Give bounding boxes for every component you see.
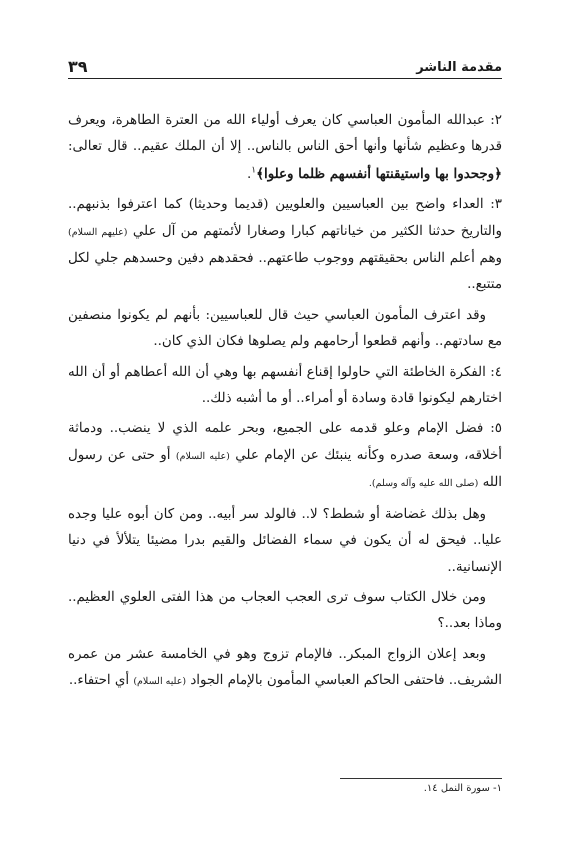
paragraph-mamun: وقد اعترف المأمون العباسي حيث قال للعباسيين: بأنهم لم يكونوا منصفين مع سادتهم.. وأنهم قطعوا أرحامهم ولم يصلوها فكان الذي كان.. — [68, 307, 502, 350]
honorific: (عليه السلام) — [175, 450, 230, 462]
paragraph-5: ٥: فضل الإمام وعلو قدمه على الجميع، وبحر علمه الذي لا ينضب.. ودماثة أخلاقه، وسعة صدره وكأنه ينبئك عن الإمام علي (عليه السلام) أو حتى عن رسول الله (صلى الله عليه وآله وسلم). — [68, 421, 502, 491]
paragraph-lineage: وهل بذلك غضاضة أو شطط؟ لا.. فالولد سر أبيه.. ومن كان أبوه عليا وجده عليا.. فيحق له أن يكون في سماء الفضائل والقيم بدرا مضيئا يتلألأ في دنيا الإنسانية.. — [68, 506, 502, 575]
footnote: ١- سورة النمل ١٤. — [423, 783, 502, 794]
page-header — [68, 52, 502, 79]
paragraph-marriage: وبعد إعلان الزواج المبكر.. فالإمام تزوج وهو في الخامسة عشر من عمره الشريف.. فاحتفى الحاكم العباسي المأمون بالإمام الجواد (عليه السلام) أي احتفاء.. — [68, 646, 502, 689]
footnote-divider — [340, 778, 502, 779]
running-title: مقدمة الناشر — [416, 60, 502, 75]
page-body — [68, 108, 502, 700]
paragraph-book: ومن خلال الكتاب سوف ترى العجب العجاب من هذا الفتى العلوي العظيم.. وماذا بعد..؟ — [68, 589, 502, 632]
paragraph-3: ٣: العداء واضح بين العباسيين والعلويين (قديما وحديثا) كما اعترفوا بذنبهم.. والتاريخ حدثنا الكثير من خياناتهم كبارا وصغارا لأئمتهم من آل علي (عليهم السلام) وهم أعلم الناس بحقيقتهم ووجوب طاعتهم.. فحقدهم دفين وحسدهم جلي لكل متتبع.. — [68, 197, 502, 293]
honorific: (صلى الله عليه وآله وسلم). — [368, 478, 479, 490]
honorific: (عليهم السلام) — [68, 226, 128, 238]
honorific: (عليه السلام) — [133, 676, 187, 688]
paragraph-2: ٢: عبدالله المأمون العباسي كان يعرف أولياء الله من العترة الطاهرة، ويعرف قدرها وعظيم شأنها وأنها أحق الناس بالناس.. إلا أن الملك عقيم.. قال تعالى: ﴿وجحدوا بها واستيقنتها أنفسهم ظلما وعلوا﴾$^١$. — [68, 113, 502, 182]
page-number: ٣٩ — [68, 57, 88, 76]
quran-verse: ﴿وجحدوا بها واستيقنتها أنفسهم ظلما وعلوا﴾ — [256, 165, 502, 182]
paragraph-4: ٤: الفكرة الخاطئة التي حاولوا إقناع أنفسهم بها وهي أن الله أعطاهم أو أن الله اختارهم ليكونوا قادة وسادة أو أمراء.. أو ما أشبه ذلك.. — [68, 364, 502, 407]
footnote-marker: ١ — [251, 165, 257, 176]
